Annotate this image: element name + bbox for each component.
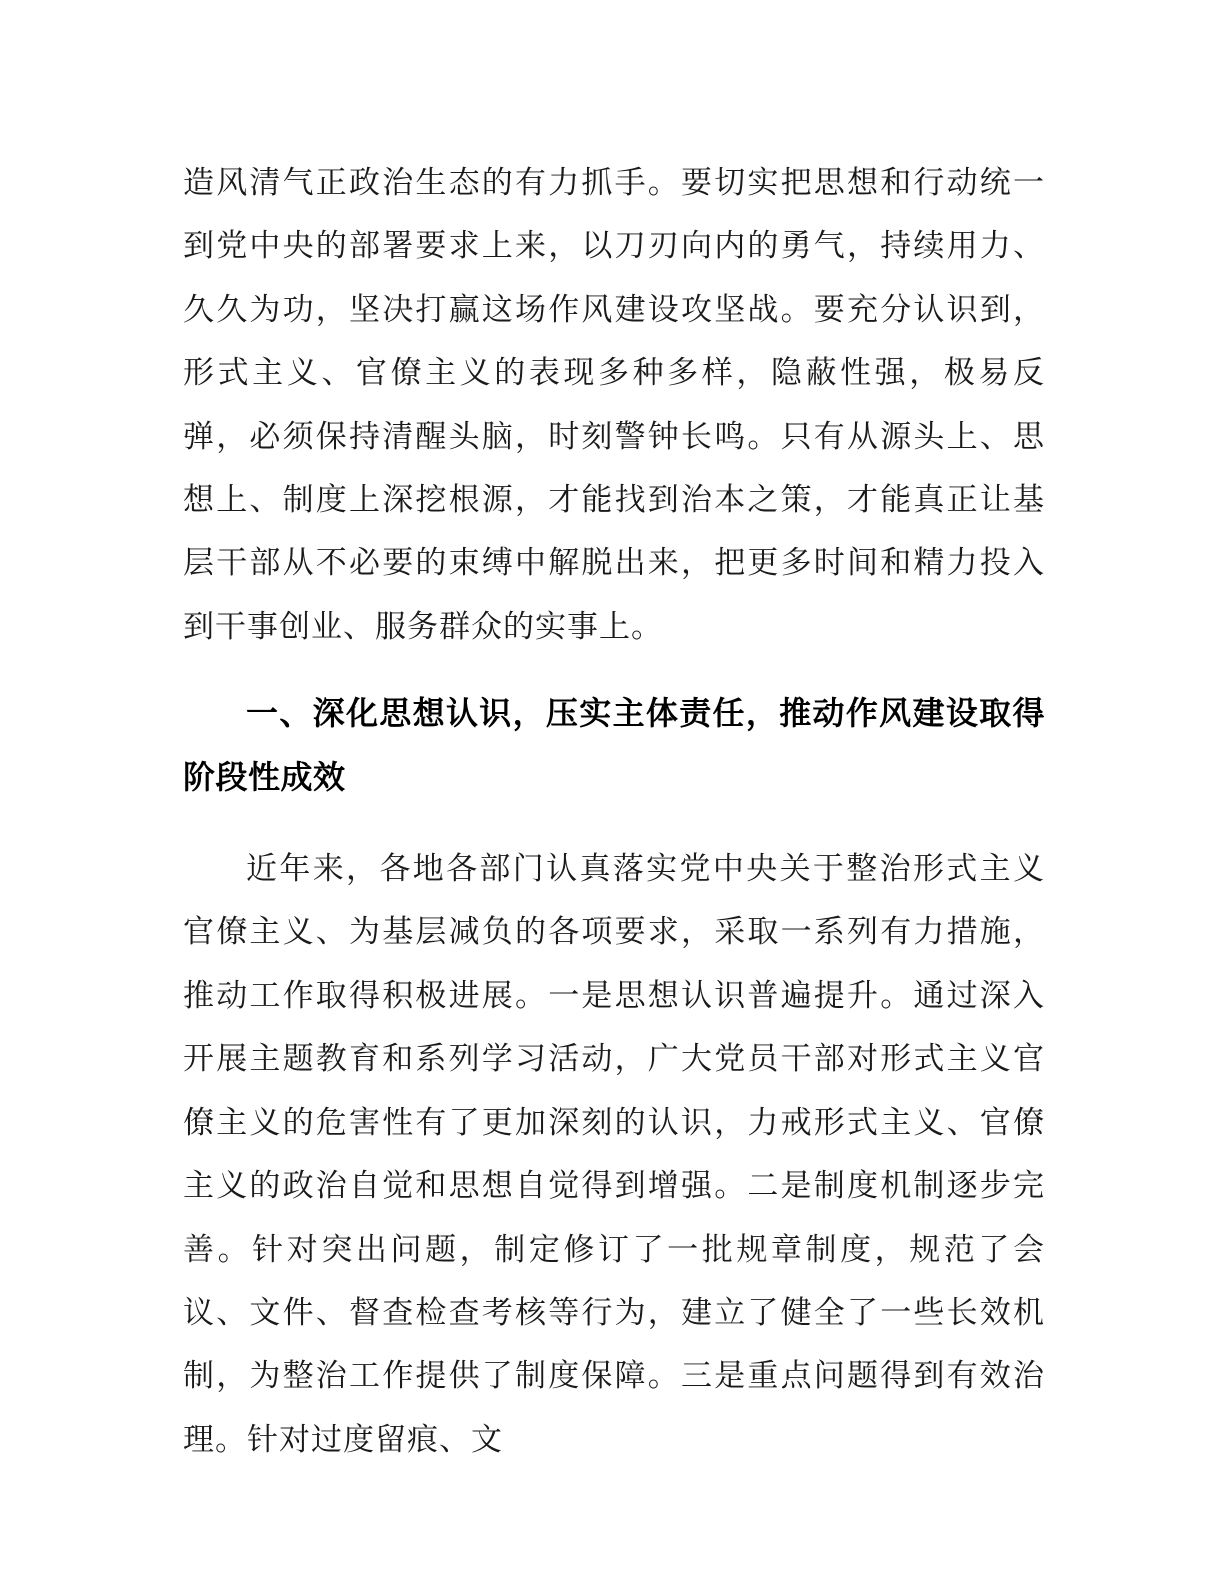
body-paragraph: 近年来，各地各部门认真落实党中央关于整治形式主义官僚主义、为基层减负的各项要求，采取一系列有力措施，推动工作取得积极进展。一是思想认识普遍提升。通过深入开展主题教育和系列学习活动，广大党员干部对形式主义官僚主义的危害性有了更加深刻的认识，力戒形式主义、官僚主义的政治自觉和思想自觉得到增强。二是制度机制逐步完善。针对突出问题，制定修订了一批规章制度，规范了会议、文件、督查检查考核等行为，建立了健全了一些长效机制，为整治工作提供了制度保障。三是重点问题得到有效治理。针对过度留痕、文: [183, 851, 1045, 1457]
body-paragraph-continuation: 造风清气正政治生态的有力抓手。要切实把思想和行动统一到党中央的部署要求上来，以刀刃向内的勇气，持续用力、久久为功，坚决打赢这场作风建设攻坚战。要充分认识到，形式主义、官僚主义的表现多种多样，隐蔽性强，极易反弹，必须保持清醒头脑，时刻警钟长鸣。只有从源头上、思想上、制度上深挖根源，才能找到治本之策，才能真正让基层干部从不必要的束缚中解脱出来，把更多时间和精力投入到干事创业、服务群众的实事上。: [183, 165, 1045, 644]
section-heading: 一、深化思想认识，压实主体责任，推动作风建设取得阶段性成效: [183, 695, 1045, 795]
